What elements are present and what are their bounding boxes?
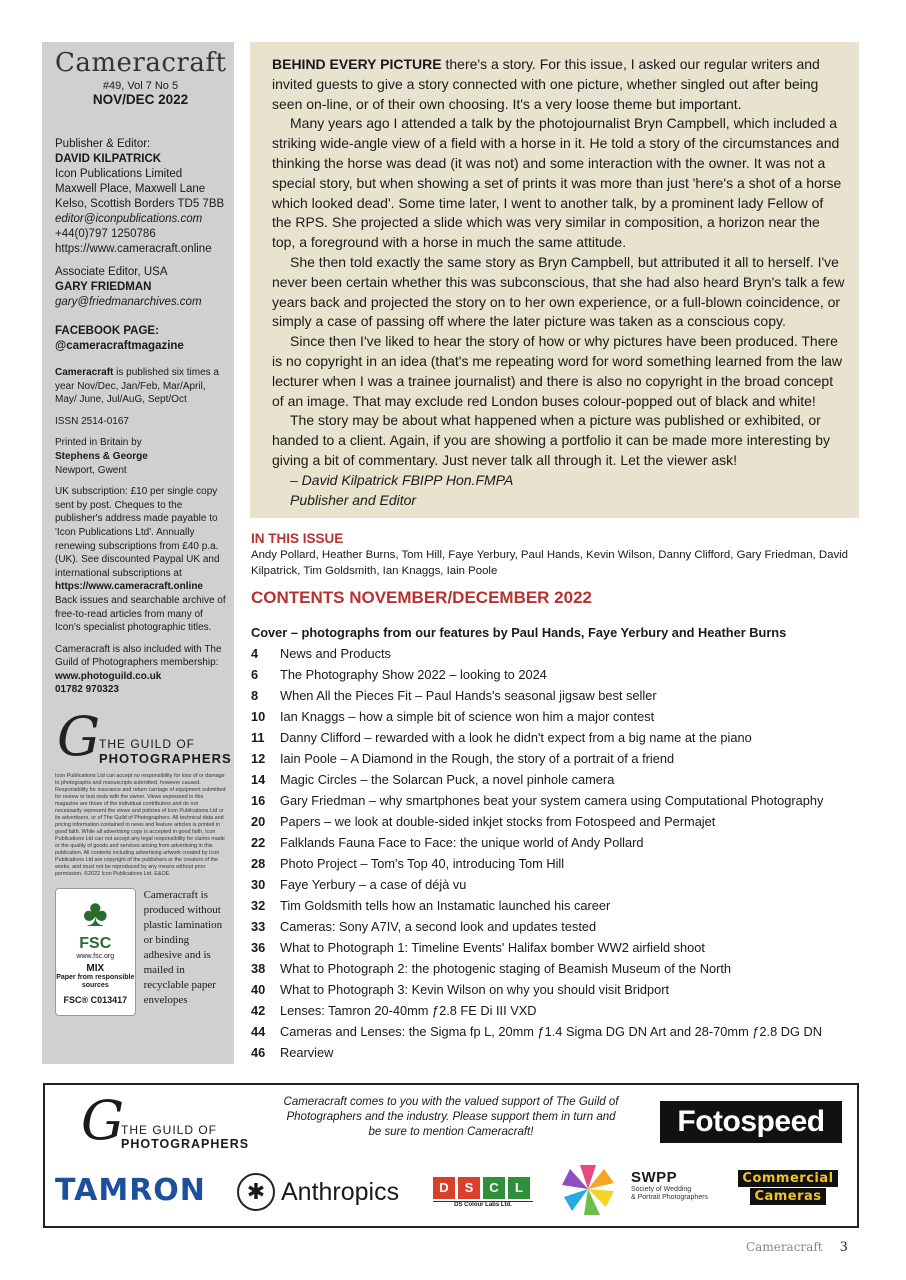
sponsor-guild-line-2: PHOTOGRAPHERS bbox=[121, 1137, 250, 1151]
toc-title: What to Photograph 2: the photogenic staging of Beamish Museum of the North bbox=[280, 961, 732, 976]
toc-title: Ian Knaggs – how a simple bit of science won him a major contest bbox=[280, 709, 655, 724]
commercial-line-1: Commercial bbox=[738, 1170, 837, 1187]
guild-g-icon: G bbox=[81, 1089, 125, 1152]
masthead bbox=[55, 48, 226, 107]
editorial-paragraph-5: The story may be about what happened when a picture was published or exhibited, or handed to a client. Again, if you are showing a portfolio it can be made more interesting by giving a bit of commentary. Just never talk all through it. Let the viewer ask! bbox=[272, 412, 831, 468]
guild-logo-line-1: THE GUILD OF bbox=[99, 737, 196, 752]
toc-title: Magic Circles – the Solarcan Puck, a novel pinhole camera bbox=[280, 772, 615, 787]
toc-page-number: 33 bbox=[251, 919, 266, 934]
publisher-name: DAVID KILPATRICK bbox=[55, 153, 162, 165]
facebook-block bbox=[55, 324, 226, 354]
toc-row[interactable] bbox=[251, 1000, 851, 1021]
associate-name: GARY FRIEDMAN bbox=[55, 281, 152, 293]
toc-title: The Photography Show 2022 – looking to 2024 bbox=[280, 667, 547, 682]
commercial-line-2: Cameras bbox=[750, 1188, 825, 1205]
toc-row[interactable] bbox=[251, 1042, 851, 1063]
toc-title: Tim Goldsmith tells how an Instamatic launched his career bbox=[280, 898, 611, 913]
sidebar bbox=[42, 42, 234, 1064]
toc-title: Papers – we look at double-sided inkjet stocks from Fotospeed and Permajet bbox=[280, 814, 716, 829]
associate-block bbox=[55, 265, 226, 310]
issue-date: NOV/DEC 2022 bbox=[92, 92, 189, 107]
vitruvian-man-icon: ✱ bbox=[237, 1173, 275, 1211]
toc-page-number: 6 bbox=[251, 667, 259, 682]
toc-page-number: 40 bbox=[251, 982, 266, 997]
toc-title: What to Photograph 1: Timeline Events' Halifax bomber WW2 airfield shoot bbox=[280, 940, 705, 955]
toc-row[interactable] bbox=[251, 769, 851, 790]
toc-page-number: 8 bbox=[251, 688, 259, 703]
contributors-list: Andy Pollard, Heather Burns, Tom Hill, Faye Yerbury, Paul Hands, Kevin Wilson, Danny Clifford, Gary Friedman, David Kilpatrick, Tim Goldsmith, Ian Knaggs, Iain Poole bbox=[251, 549, 848, 577]
guild-url[interactable]: www.photoguild.co.uk bbox=[55, 670, 162, 682]
toc-page-number: 10 bbox=[251, 709, 266, 724]
toc-title: Falklands Fauna Face to Face: the unique world of Andy Pollard bbox=[280, 835, 644, 850]
sponsor-guild-logo[interactable] bbox=[81, 1089, 261, 1155]
toc-page-number: 32 bbox=[251, 898, 266, 913]
guild-membership-block bbox=[55, 643, 226, 697]
printer-location: Newport, Gwent bbox=[55, 464, 127, 476]
toc-page-number: 30 bbox=[251, 877, 266, 892]
publisher-block bbox=[55, 137, 226, 257]
swpp-pinwheel-icon bbox=[560, 1161, 616, 1217]
page-number: 3 bbox=[840, 1239, 848, 1255]
toc-page-number: 46 bbox=[251, 1045, 266, 1060]
dscl-letter: D bbox=[433, 1177, 455, 1199]
swpp-logo[interactable] bbox=[631, 1169, 708, 1202]
subscription-block bbox=[55, 485, 226, 635]
toc-row[interactable] bbox=[251, 727, 851, 748]
toc-row[interactable] bbox=[251, 958, 851, 979]
publisher-label: Publisher & Editor: bbox=[55, 138, 151, 150]
toc-page-number: 4 bbox=[251, 646, 259, 661]
toc-title: What to Photograph 3: Kevin Wilson on why you should visit Bridport bbox=[280, 982, 670, 997]
dscl-logo[interactable] bbox=[433, 1177, 533, 1208]
issue-number: #49, Vol 7 No 5 bbox=[102, 80, 179, 92]
fsc-block bbox=[55, 888, 226, 1016]
printer-block bbox=[55, 436, 226, 477]
toc-row[interactable] bbox=[251, 916, 851, 937]
toc-title: Gary Friedman – why smartphones beat your system camera using Computational Photography bbox=[280, 793, 824, 808]
back-issues-text: Back issues and searchable archive of free-to-read articles from many of Icon's specialist photographic titles. bbox=[55, 594, 226, 634]
editorial-signature: – David Kilpatrick FBIPP Hon.FMPA bbox=[290, 471, 514, 488]
editorial-paragraph-2: Many years ago I attended a talk by the photojournalist Bryn Campbell, which included a striking wide-angle view of a field with a horse in it. He told a story of the circumstances and thinking the horse was dead (it was not) and some interaction with the owner. It was not a special story, but when showing a set of prints it was more than just 'here's a shot of a horse which looked dead'. Some time later, I went to another talk, by a prominent lady Fellow of the RPS. She projected a slide which was very similar in composition, a horizon near the top, a foreground with a horse in much the same attitude. bbox=[272, 115, 842, 251]
toc-row[interactable] bbox=[251, 643, 851, 664]
guild-g-icon: G bbox=[57, 705, 101, 769]
guild-logo bbox=[55, 705, 232, 771]
toc-page-number: 16 bbox=[251, 793, 266, 808]
toc-page-number: 38 bbox=[251, 961, 266, 976]
fsc-tree-icon: ♣ bbox=[82, 893, 108, 936]
issn: ISSN 2514-0167 bbox=[55, 415, 129, 427]
editorial-paragraph-1 bbox=[272, 55, 845, 114]
toc-title: Photo Project – Tom's Top 40, introducing Tom Hill bbox=[280, 856, 565, 871]
pub-schedule: is published six times a year Nov/Dec, Jan/Feb, Mar/April, May/ June, Jul/AuG, Sept/Oct bbox=[55, 367, 219, 406]
guild-logo-line-2: PHOTOGRAPHERS bbox=[99, 751, 232, 767]
contents-heading: CONTENTS NOVEMBER/DECEMBER 2022 bbox=[251, 588, 593, 607]
printer-name: Stephens & George bbox=[55, 450, 148, 462]
toc-row[interactable] bbox=[251, 979, 851, 1000]
fotospeed-logo[interactable]: Fotospeed bbox=[660, 1101, 842, 1143]
publication-info bbox=[55, 366, 226, 407]
toc-row[interactable] bbox=[251, 937, 851, 958]
swpp-subtitle-1: Society of Wedding bbox=[631, 1186, 692, 1193]
anthropics-logo[interactable] bbox=[237, 1173, 399, 1211]
toc-title: News and Products bbox=[280, 646, 391, 661]
editorial-p1-text: there's a story. For this issue, I asked our regular writers and invited guests to give a story connected with one picture, whether singled out after being seen on-line, or of their own choosing. It's a very loose theme but important. bbox=[272, 56, 820, 112]
facebook-handle[interactable]: @cameracraftmagazine bbox=[55, 340, 184, 352]
associate-label: Associate Editor, USA bbox=[55, 266, 168, 278]
toc-row[interactable] bbox=[251, 874, 851, 895]
company-name: Icon Publications Limited bbox=[55, 168, 183, 180]
support-text: Cameracraft comes to you with the valued support of The Guild of Photographers and the industry. Please support them in turn and be sure to mention Cameracraft! bbox=[283, 1096, 619, 1138]
editorial-paragraph-3: She then told exactly the same story as Bryn Campbell, but attributed it all to herself. I've never been certain whether this was subconscious, that she had also heard Bryn's talk a few years back and projected the story on to her own experience, or a full-blown coincidence, or simply a case of passing off where the later picture was taken as a conscious copy. bbox=[272, 253, 845, 330]
toc-page-number: 20 bbox=[251, 814, 266, 829]
toc-page-number: 36 bbox=[251, 940, 266, 955]
fsc-logo bbox=[55, 888, 136, 1016]
anthropics-name: Anthropics bbox=[281, 1177, 400, 1206]
sponsor-guild-line-1: THE GUILD OF bbox=[121, 1123, 218, 1137]
toc-title: When All the Pieces Fit – Paul Hands's seasonal jigsaw best seller bbox=[280, 688, 657, 703]
guild-membership-text: Cameracraft is also included with The Guild of Photographers membership: bbox=[55, 643, 222, 669]
fsc-mix: MIX bbox=[86, 963, 105, 975]
toc-row[interactable] bbox=[251, 706, 851, 727]
address-line-2: Kelso, Scottish Borders TD5 7BB bbox=[55, 198, 225, 210]
subscription-url[interactable]: https://www.cameracraft.online bbox=[55, 581, 203, 593]
facebook-label: FACEBOOK PAGE: bbox=[55, 325, 159, 337]
contents bbox=[251, 588, 851, 1063]
tamron-logo[interactable]: TAMRON bbox=[55, 1173, 206, 1208]
toc-page-number: 12 bbox=[251, 751, 266, 766]
editorial-box bbox=[250, 42, 859, 518]
guild-phone: 01782 970323 bbox=[55, 684, 119, 696]
toc-page-number: 11 bbox=[251, 730, 265, 745]
fsc-url: www.fsc.org bbox=[76, 953, 115, 961]
toc-title: Lenses: Tamron 20-40mm ƒ2.8 FE Di III VXD bbox=[280, 1003, 537, 1018]
toc-page-number: 42 bbox=[251, 1003, 266, 1018]
cover-note: Cover – photographs from our features by Paul Hands, Faye Yerbury and Heather Burns bbox=[251, 625, 787, 640]
fsc-description: Paper from responsible sources bbox=[56, 974, 135, 990]
fsc-note: Cameracraft is produced without plastic lamination or binding adhesive and is mailed in recyclable paper envelopes bbox=[143, 889, 223, 1007]
toc-title: Cameras: Sony A7IV, a second look and updates tested bbox=[280, 919, 597, 934]
toc-row[interactable] bbox=[251, 1021, 851, 1042]
footer-brand: Cameracraft bbox=[746, 1240, 823, 1254]
toc-page-number: 44 bbox=[251, 1024, 266, 1039]
editorial-signature-title: Publisher and Editor bbox=[290, 491, 417, 508]
dscl-letters bbox=[433, 1177, 533, 1199]
printed-label: Printed in Britain by bbox=[55, 437, 142, 449]
toc-title: Rearview bbox=[280, 1045, 334, 1060]
associate-email[interactable]: gary@friedmanarchives.com bbox=[55, 296, 202, 308]
toc-row[interactable] bbox=[251, 832, 851, 853]
editorial-lead: BEHIND EVERY PICTURE bbox=[272, 56, 442, 72]
in-this-issue-heading: IN THIS ISSUE bbox=[251, 531, 344, 546]
legal-disclaimer: Icon Publications Ltd can accept no responsibility for loss of or damage to photographs and manuscripts submitted, however caused. Responsibility for insurance and return carriage of equipment submitted for review or test rests with the owner. Views expressed in this magazine are those of the individual contributors and do not necessarily represent the views and policies of Icon Publications Ltd or its advertisers, or of The Guild of Photographers. All technical data and pricing information contained in news and feature articles is printed in good faith. While all advertising copy is accepted in good faith, Icon Publications Ltd can not accept any legal responsibility for claims made or the quality of goods and services arising from advertising in this publication. All contents including advertising artwork created by Icon Publications Ltd are copyright of the publishers or the creators of the works, and must not be reproduced by any means without prior permission. ©2022 Icon Publications Ltd. E&OE. bbox=[55, 773, 226, 878]
toc-title: Iain Poole – A Diamond in the Rough, the story of a portrait of a friend bbox=[280, 751, 675, 766]
fsc-name: FSC bbox=[79, 935, 112, 953]
publisher-phone: +44(0)797 1250786 bbox=[55, 228, 156, 240]
dscl-subtitle: DS Colour Labs Ltd. bbox=[433, 1201, 533, 1208]
publisher-website[interactable]: https://www.cameracraft.online bbox=[55, 243, 212, 255]
toc-page-number: 22 bbox=[251, 835, 266, 850]
toc-title: Faye Yerbury – a case of déjà vu bbox=[280, 877, 467, 892]
subscription-text: UK subscription: £10 per single copy sent by post. Cheques to the publisher's address made payable to 'Icon Publications Ltd'. Annually renewing subscriptions from £40 p.a. (UK). See discounted Paypal UK and international subscriptions at bbox=[55, 486, 220, 579]
toc-row[interactable] bbox=[251, 790, 851, 811]
fsc-code: FSC® C013417 bbox=[63, 995, 128, 1006]
masthead-logo: Cameracraft bbox=[55, 48, 227, 78]
toc-row[interactable] bbox=[251, 664, 851, 685]
in-this-issue bbox=[251, 531, 851, 579]
toc-title: Cameras and Lenses: the Sigma fp L, 20mm ƒ1.4 Sigma DG DN Art and 28-70mm ƒ2.8 DG DN bbox=[280, 1024, 822, 1039]
editorial-paragraph-4: Since then I've liked to hear the story of how or why pictures have been produced. There is no copyright in an idea (that's me repeating word for word something learned from the law lecturer when I was a trainee journalist) and there is also no copyright in the broad concept of an image. That may exclude red London buses colour-popped out of black and white! bbox=[272, 333, 842, 409]
sponsors-box bbox=[43, 1083, 859, 1228]
dscl-letter: L bbox=[508, 1177, 530, 1199]
dscl-letter: C bbox=[483, 1177, 505, 1199]
toc-row[interactable] bbox=[251, 853, 851, 874]
pub-brand: Cameracraft bbox=[55, 367, 114, 378]
swpp-subtitle-2: & Portrait Photographers bbox=[631, 1194, 709, 1201]
toc-row[interactable] bbox=[251, 895, 851, 916]
toc-title: Danny Clifford – rewarded with a look he didn't expect from a big name at the piano bbox=[280, 730, 752, 745]
commercial-cameras-logo[interactable] bbox=[733, 1169, 843, 1205]
address-line-1: Maxwell Place, Maxwell Lane bbox=[55, 183, 206, 195]
dscl-letter: S bbox=[458, 1177, 480, 1199]
swpp-name: SWPP bbox=[631, 1169, 678, 1186]
publisher-email[interactable]: editor@iconpublications.com bbox=[55, 213, 203, 225]
toc-row[interactable] bbox=[251, 811, 851, 832]
toc-row[interactable] bbox=[251, 685, 851, 706]
toc-page-number: 28 bbox=[251, 856, 266, 871]
issn-block bbox=[55, 415, 226, 429]
toc-row[interactable] bbox=[251, 748, 851, 769]
toc-page-number: 14 bbox=[251, 772, 266, 787]
toc-list bbox=[251, 643, 851, 1063]
